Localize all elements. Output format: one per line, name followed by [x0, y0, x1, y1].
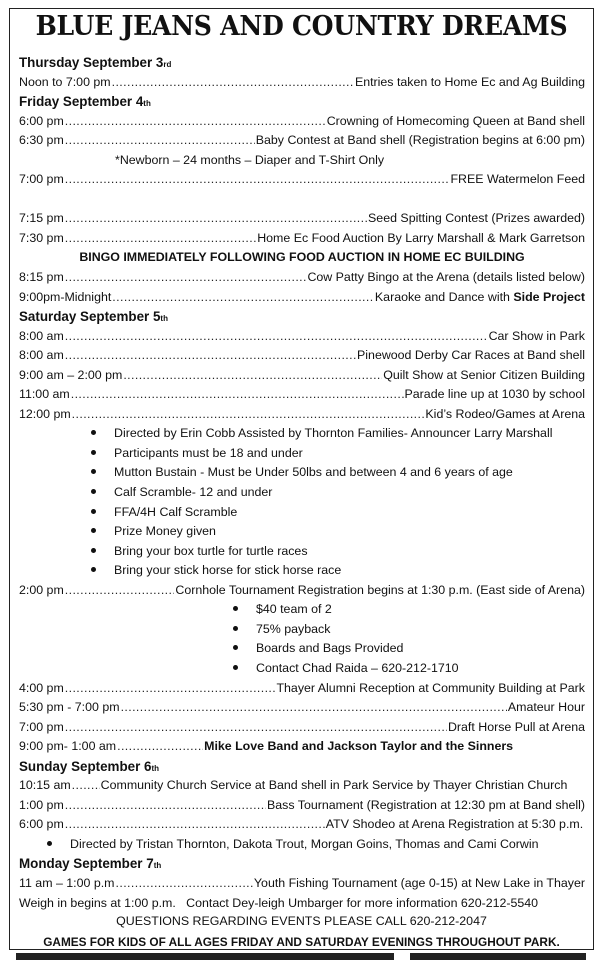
- dot-leader: [65, 581, 175, 601]
- event-time: 5:30 pm - 7:00 pm: [19, 700, 120, 715]
- event-time: 6:00 pm: [19, 113, 64, 128]
- event-description: Pinewood Derby Car Races at Band shell: [357, 348, 585, 363]
- event-description: Kid’s Rodeo/Games at Arena: [425, 406, 585, 421]
- bullet-icon: [233, 665, 238, 670]
- event-time: 7:15 pm: [19, 211, 64, 226]
- list-item: [19, 600, 585, 620]
- event-time: 9:00 pm- 1:00 am: [19, 739, 117, 754]
- schedule-row: [19, 737, 585, 757]
- event-time: Noon to 7:00 pm: [19, 74, 111, 89]
- day-suffix: rd: [163, 60, 172, 69]
- schedule-row: [19, 718, 585, 738]
- schedule-row: [19, 112, 585, 132]
- bullet-text: Mutton Bustain - Must be Under 50lbs and between 4 and 6 years of age: [114, 465, 513, 480]
- dot-leader: [65, 327, 488, 347]
- dot-leader: [65, 815, 325, 835]
- event-time: 8:00 am: [19, 348, 64, 363]
- event-description: [375, 288, 585, 308]
- event-description: Bass Tournament (Registration at 12:30 pm at Band shell): [267, 797, 585, 812]
- schedule-row: [19, 405, 585, 425]
- dot-leader: [72, 776, 100, 796]
- event-description: Youth Fishing Tournament (age 0-15) at New Lake in Thayer: [253, 875, 585, 890]
- day-label: Saturday September 5: [19, 309, 161, 325]
- event-time: 6:00 pm: [19, 817, 64, 832]
- schedule-row: [19, 679, 585, 699]
- schedule-row: [19, 327, 585, 347]
- day-heading-monday: [19, 854, 585, 874]
- baby-contest-note: *Newborn – 24 months – Diaper and T-Shirt Only: [115, 152, 385, 167]
- bullet-icon: [233, 645, 238, 650]
- schedule-row: [19, 229, 585, 249]
- questions-contact: QUESTIONS REGARDING EVENTS PLEASE CALL 620-212-2047: [116, 914, 487, 928]
- dot-leader: [65, 679, 276, 699]
- event-time: 12:00 pm: [19, 406, 71, 421]
- bullet-text: 75% payback: [256, 621, 331, 636]
- event-time: 1:00 pm: [19, 797, 64, 812]
- list-item: [19, 835, 585, 855]
- event-description: Crowning of Homecoming Queen at Band shell: [326, 113, 585, 128]
- weigh-in-note: Weigh in begins at 1:00 p.m. Contact Dey-leigh Umbarger for more information 620-212-5540: [19, 895, 539, 910]
- bullet-icon: [47, 841, 52, 846]
- bullet-text: Prize Money given: [114, 524, 216, 539]
- schedule-row: [19, 815, 585, 835]
- event-description: FREE Watermelon Feed: [450, 172, 585, 187]
- event-description: Home Ec Food Auction By Larry Marshall & Mark Garretson: [257, 230, 585, 245]
- schedule-row: [19, 209, 585, 229]
- dot-leader: [121, 698, 507, 718]
- event-time: 11 am – 1:00 p.m: [19, 875, 115, 890]
- event-description: ATV Shodeo at Arena Registration at 5:30 p.m.: [325, 817, 584, 832]
- event-time: 9:00pm-Midnight: [19, 289, 112, 304]
- dot-leader: [65, 268, 307, 288]
- dot-leader: [112, 288, 374, 308]
- day-suffix: th: [143, 99, 151, 109]
- bullet-icon: [233, 626, 238, 631]
- bullet-icon: [91, 489, 96, 494]
- list-item: [19, 620, 585, 640]
- dot-leader: [65, 209, 367, 229]
- list-item: [19, 542, 585, 562]
- event-description: Parade line up at 1030 by school: [404, 387, 585, 402]
- day-suffix: th: [153, 861, 162, 871]
- schedule-row: [19, 796, 585, 816]
- schedule-row: [19, 385, 585, 405]
- event-description: Entries taken to Home Ec and Ag Building: [354, 74, 585, 89]
- bullet-icon: [91, 469, 96, 474]
- flyer-frame: [9, 8, 594, 950]
- schedule-row: [19, 73, 585, 93]
- schedule-row: [19, 874, 585, 894]
- day-heading-friday: [19, 92, 585, 112]
- event-time: 6:30 pm: [19, 133, 64, 148]
- day-label: Sunday September 6: [19, 758, 152, 774]
- bullet-icon: [91, 450, 96, 455]
- event-description: Seed Spitting Contest (Prizes awarded): [368, 211, 585, 226]
- day-label: Friday September 4: [19, 94, 144, 110]
- dot-leader: [65, 112, 326, 132]
- event-description: Community Church Service at Band shell in Park Service by Thayer Christian Church: [100, 778, 568, 793]
- dot-leader: [117, 737, 203, 757]
- bullet-icon: [233, 606, 238, 611]
- bullet-icon: [91, 567, 96, 572]
- list-item: [19, 659, 585, 679]
- day-label: Monday September 7: [19, 856, 154, 872]
- dot-leader: [65, 796, 266, 816]
- bullet-text: Boards and Bags Provided: [256, 641, 404, 656]
- event-time: 2:00 pm: [19, 582, 64, 597]
- dot-leader: [65, 131, 255, 151]
- bingo-note: BINGO IMMEDIATELY FOLLOWING FOOD AUCTION IN HOME EC BUILDING: [79, 250, 525, 265]
- schedule-row: [19, 366, 585, 386]
- list-item: [19, 561, 585, 581]
- event-description: Cornhole Tournament Registration begins at 1:30 p.m. (East side of Arena): [175, 582, 585, 597]
- event-time: 4:00 pm: [19, 680, 64, 695]
- bullet-text: FFA/4H Calf Scramble: [114, 504, 238, 519]
- list-item: [19, 444, 585, 464]
- dot-leader: [112, 73, 354, 93]
- event-description: Car Show in Park: [488, 328, 585, 343]
- schedule: [19, 53, 585, 913]
- event-description: Quilt Show at Senior Citizen Building: [383, 367, 585, 382]
- flyer-title: BLUE JEANS AND COUNTRY DREAMS: [35, 11, 568, 42]
- event-time: 7:00 pm: [19, 172, 64, 187]
- schedule-row: [19, 131, 585, 151]
- schedule-row: [19, 170, 585, 190]
- bullet-icon: [91, 509, 96, 514]
- dot-leader: [65, 229, 256, 249]
- day-suffix: th: [160, 314, 168, 324]
- list-item: [19, 463, 585, 483]
- games-note: GAMES FOR KIDS OF ALL AGES FRIDAY AND SATURDAY EVENINGS THROUGHOUT PARK.: [43, 935, 560, 949]
- event-description: Draft Horse Pull at Arena: [447, 719, 585, 734]
- list-item: [19, 424, 585, 444]
- spacer: [19, 190, 585, 210]
- bullet-icon: [91, 528, 96, 533]
- bullet-icon: [91, 430, 96, 435]
- bullet-text: Calf Scramble- 12 and under: [114, 485, 273, 500]
- bullet-text: $40 team of 2: [256, 602, 332, 617]
- schedule-row: [19, 581, 585, 601]
- event-description: Cow Patty Bingo at the Arena (details listed below): [307, 270, 585, 285]
- day-heading-thursday: [19, 53, 585, 73]
- event-description: Thayer Alumni Reception at Community Building at Park: [276, 680, 585, 695]
- bullet-text: Participants must be 18 and under: [114, 445, 303, 460]
- list-item: [19, 522, 585, 542]
- list-item: [19, 483, 585, 503]
- event-text: Karaoke and Dance with: [374, 289, 514, 304]
- schedule-row: [19, 776, 585, 796]
- schedule-row: [19, 268, 585, 288]
- dot-leader: [65, 346, 356, 366]
- event-description: Amateur Hour: [507, 700, 585, 715]
- bullet-text: Bring your box turtle for turtle races: [114, 543, 308, 558]
- bullet-text: Directed by Tristan Thornton, Dakota Trout, Morgan Goins, Thomas and Cami Corwin: [70, 836, 539, 851]
- dot-leader: [71, 385, 404, 405]
- event-time: 8:15 pm: [19, 270, 64, 285]
- schedule-row: [19, 698, 585, 718]
- bottom-rule-right: [410, 953, 586, 960]
- schedule-row: [19, 288, 585, 308]
- event-time: 11:00 am: [19, 387, 70, 402]
- bullet-text: Bring your stick horse for stick horse race: [114, 563, 342, 578]
- event-time: 9:00 am – 2:00 pm: [19, 367, 123, 382]
- event-time: 10:15 am: [19, 778, 71, 793]
- band-name: Side Project: [513, 289, 585, 304]
- list-item: [19, 503, 585, 523]
- bullet-text: Contact Chad Raida – 620-212-1710: [256, 660, 459, 675]
- event-time: 8:00 am: [19, 328, 64, 343]
- event-time: 7:30 pm: [19, 230, 64, 245]
- event-time: 7:00 pm: [19, 719, 64, 734]
- event-description: Mike Love Band and Jackson Taylor and the Sinners: [204, 739, 514, 754]
- event-description: Baby Contest at Band shell (Registration begins at 6:00 pm): [255, 133, 585, 148]
- bullet-text: Directed by Erin Cobb Assisted by Thornton Families- Announcer Larry Marshall: [114, 426, 553, 441]
- day-label: Thursday September 3: [19, 55, 164, 70]
- schedule-row: [19, 346, 585, 366]
- day-heading-sunday: [19, 757, 585, 777]
- dot-leader: [72, 405, 425, 425]
- list-item: [19, 639, 585, 659]
- dot-leader: [123, 366, 382, 386]
- bottom-rule-left: [16, 953, 394, 960]
- day-heading-saturday: [19, 307, 585, 327]
- day-suffix: th: [151, 763, 160, 773]
- bullet-icon: [91, 548, 96, 553]
- dot-leader: [65, 718, 447, 738]
- dot-leader: [65, 170, 450, 190]
- dot-leader: [116, 874, 253, 894]
